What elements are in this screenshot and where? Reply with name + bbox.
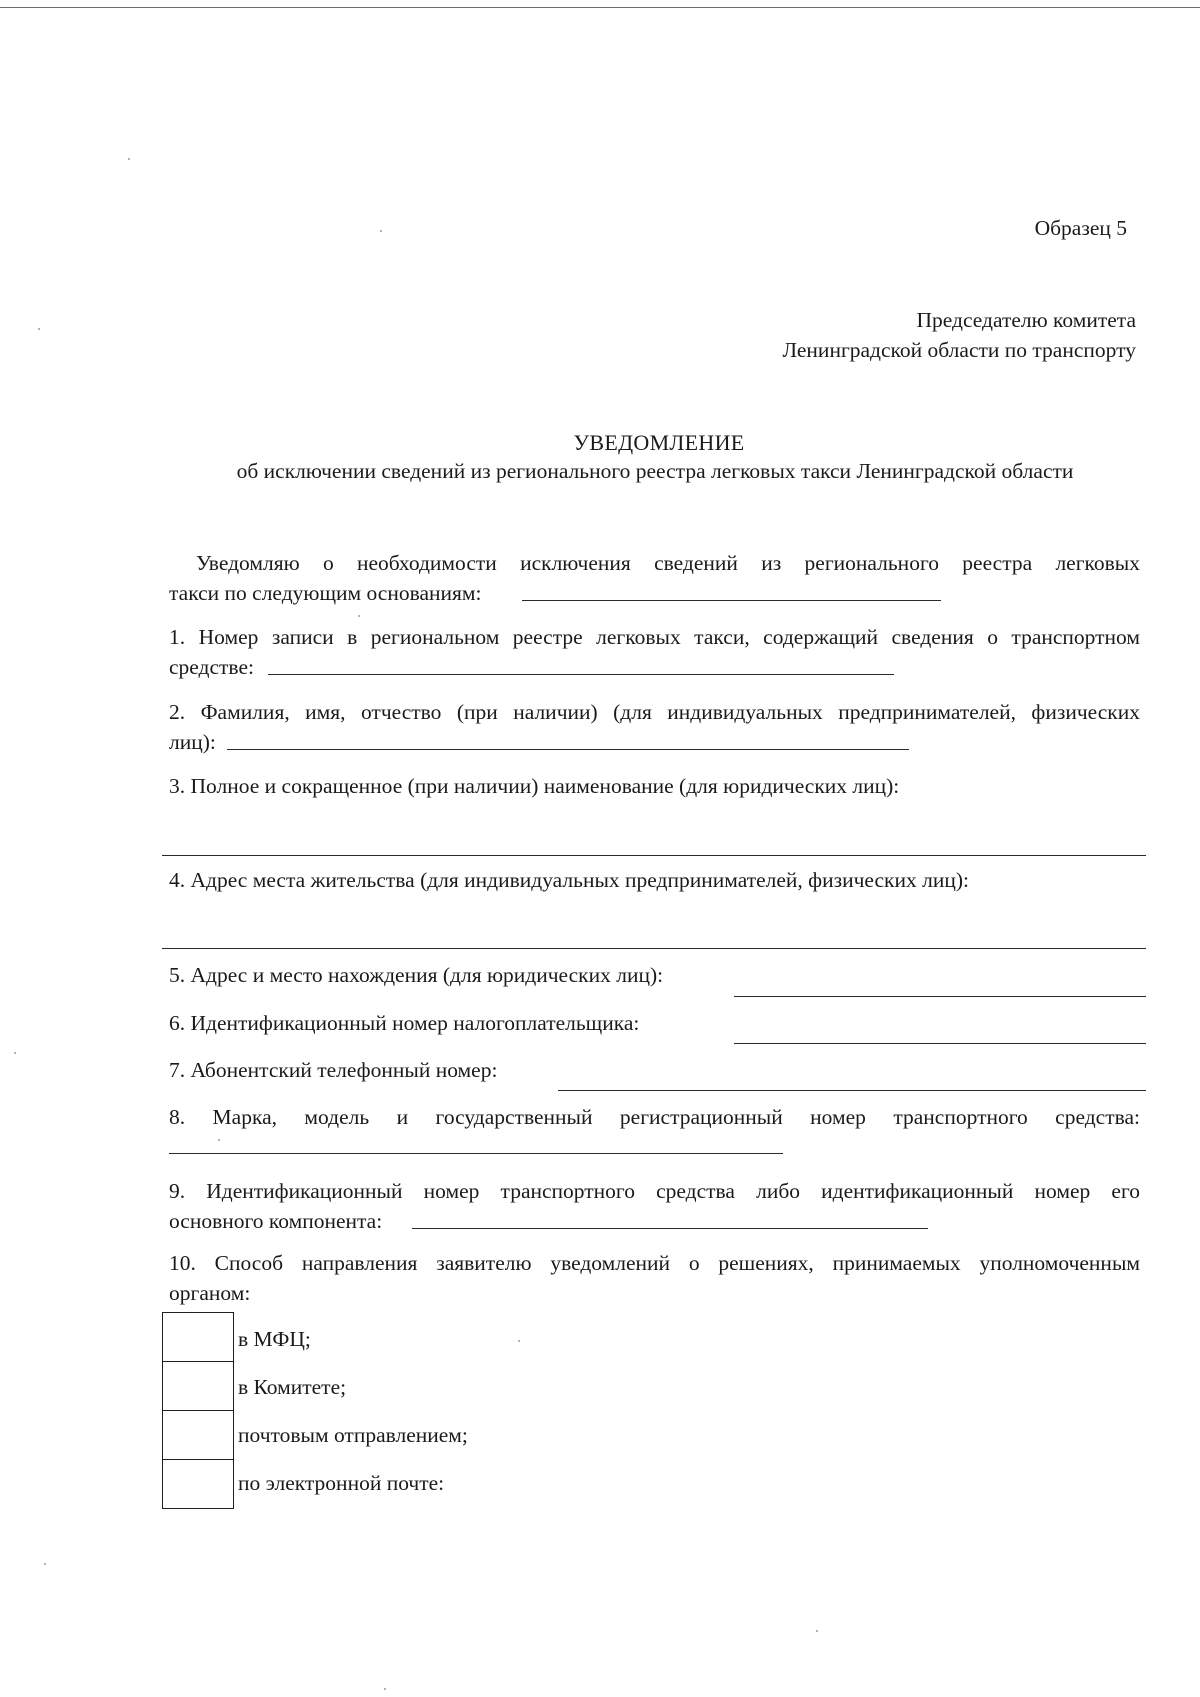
delivery-option-label: почтовым отправлением; (238, 1423, 468, 1447)
item-2-text: 2. Фамилия, имя, отчество (при наличии) (для индивидуальных предпринимателей, физических (169, 700, 1140, 724)
scan-speck (128, 158, 130, 160)
vehicle-vin-field[interactable] (412, 1228, 928, 1229)
document-subtitle: об исключении сведений из регионального реестра легковых такси Ленинградской области (236, 459, 1074, 483)
item-7-text: 7. Абонентский телефонный номер: (169, 1058, 498, 1082)
taxpayer-id-field[interactable] (734, 1043, 1146, 1044)
item-4-text: 4. Адрес места жительства (для индивидуальных предпринимателей, физических лиц): (169, 868, 969, 892)
addressee-line: Председателю комитета (916, 308, 1136, 332)
scan-speck (518, 1340, 520, 1342)
delivery-option-label: по электронной почте: (238, 1471, 445, 1495)
item-6-text: 6. Идентификационный номер налогоплательщика: (169, 1011, 640, 1035)
grounds-field[interactable] (522, 600, 941, 601)
scan-speck (38, 328, 40, 330)
delivery-mfc-checkbox[interactable] (163, 1313, 233, 1362)
scan-speck (14, 1052, 16, 1054)
full-name-field[interactable] (227, 749, 909, 750)
scan-speck (44, 1563, 46, 1565)
item-3-text: 3. Полное и сокращенное (при наличии) наименование (для юридических лиц): (169, 774, 900, 798)
delivery-option-label: в Комитете; (238, 1375, 347, 1399)
item-5-text: 5. Адрес и место нахождения (для юридических лиц): (169, 963, 664, 987)
scan-top-border (0, 7, 1200, 8)
delivery-email-checkbox[interactable] (163, 1460, 233, 1509)
scan-speck (380, 230, 382, 232)
item-1-text: 1. Номер записи в региональном реестре легковых такси, содержащий сведения о транспортном (169, 625, 1140, 649)
scan-speck (358, 615, 360, 617)
item-10-text: 10. Способ направления заявителю уведомлений о решениях, принимаемых уполномоченным (169, 1251, 1140, 1275)
scan-speck (218, 1139, 220, 1141)
intro-line: Уведомляю о необходимости исключения сведений из регионального реестра легковых (196, 551, 1140, 575)
delivery-method-checkbox-column (162, 1312, 234, 1509)
residence-address-field[interactable] (162, 948, 1146, 949)
registry-record-number-field[interactable] (268, 674, 894, 675)
item-1-text: средстве: (169, 655, 254, 679)
delivery-mail-checkbox[interactable] (163, 1411, 233, 1460)
phone-number-field[interactable] (558, 1090, 1146, 1091)
item-2-text: лиц): (169, 730, 216, 754)
item-10-text: органом: (169, 1281, 251, 1305)
addressee-line: Ленинградской области по транспорту (782, 338, 1136, 362)
item-8-text: 8. Марка, модель и государственный регистрационный номер транспортного средства: (169, 1105, 1140, 1129)
addressee-block (782, 305, 1136, 365)
scan-speck (384, 1688, 386, 1690)
vehicle-make-model-plate-field[interactable] (169, 1153, 783, 1154)
intro-line: такси по следующим основаниям: (169, 581, 482, 605)
organization-name-field[interactable] (162, 855, 1146, 856)
delivery-committee-checkbox[interactable] (163, 1362, 233, 1411)
delivery-option-label: в МФЦ; (238, 1327, 311, 1351)
item-9-text: основного компонента: (169, 1209, 383, 1233)
sample-label: Образец 5 (1034, 216, 1127, 240)
legal-address-field[interactable] (734, 996, 1146, 997)
item-9-text: 9. Идентификационный номер транспортного средства либо идентификационный номер его (169, 1179, 1140, 1203)
scan-speck (816, 1630, 818, 1632)
document-title: УВЕДОМЛЕНИЕ (573, 430, 745, 455)
